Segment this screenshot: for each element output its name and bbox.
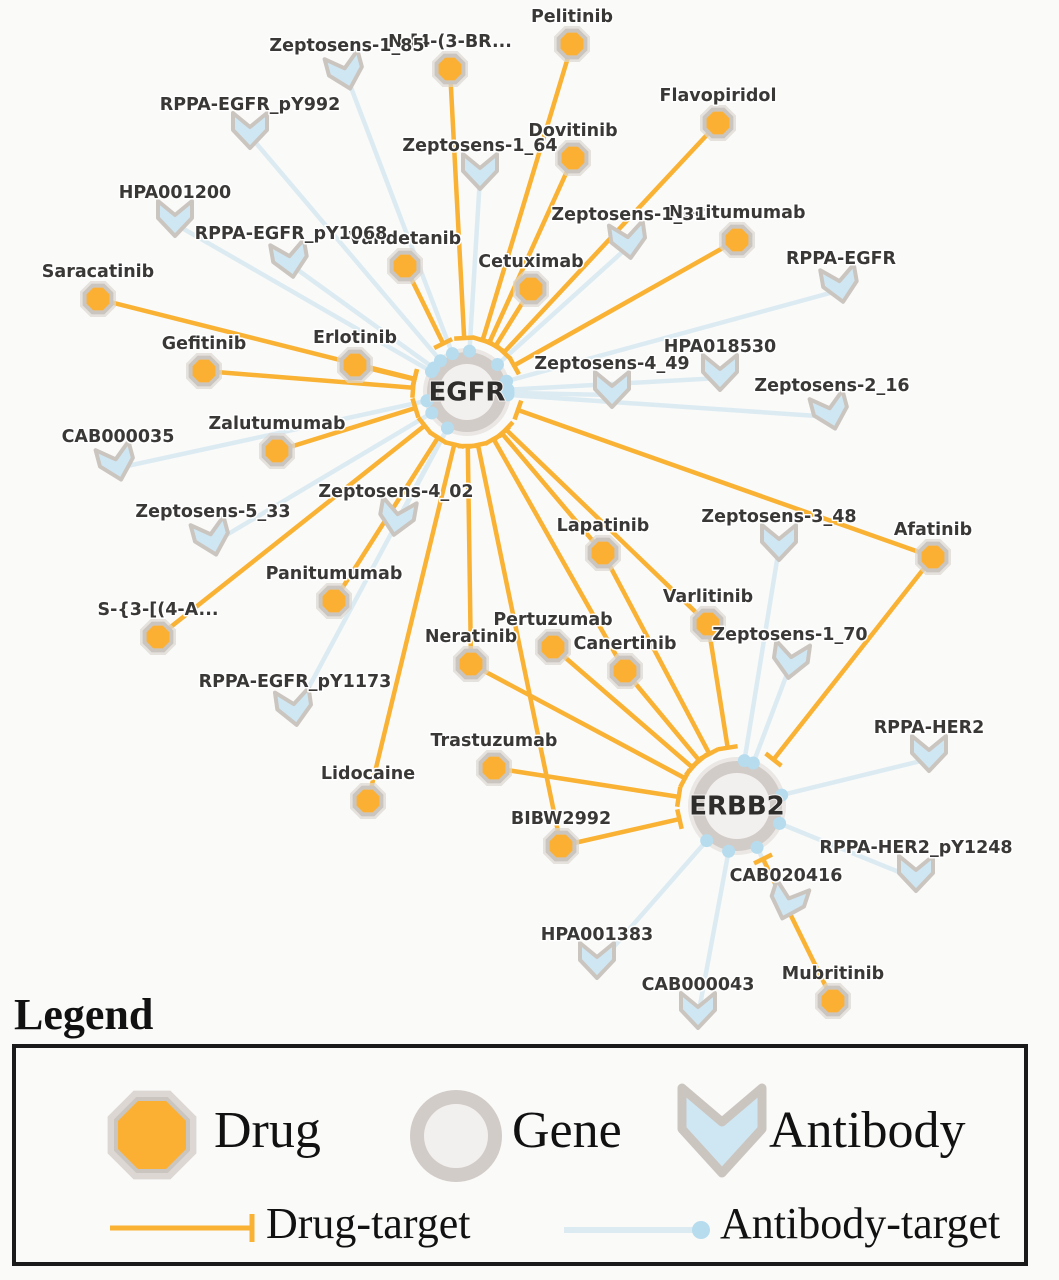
drug-node-necitumumab — [719, 222, 755, 258]
drug-target-tee — [677, 787, 680, 807]
drug-node-canertinib — [607, 653, 643, 689]
antibody-target-dot — [722, 845, 735, 858]
node-label: EGFR — [428, 377, 506, 408]
node-label: Varlitinib — [662, 587, 754, 607]
antibody-node-zeptosens-2-16 — [810, 390, 852, 433]
antibody-node-rppa-her2 — [912, 736, 946, 771]
antibody-node-cab020416 — [766, 880, 809, 924]
node-label: Pelitinib — [530, 7, 614, 27]
antibody-node-rppa-egfr-py1173 — [275, 688, 314, 727]
node-label: Zeptosens-1_64 — [402, 136, 558, 156]
node-label: Zeptosens-4_49 — [534, 354, 690, 374]
antibody-node-rppa-her2-py1248 — [899, 856, 933, 891]
antibody-target-edge — [508, 395, 832, 417]
antibody-node-zeptosens-5-33 — [191, 516, 233, 559]
legend-drug-label: Drug — [214, 1102, 321, 1159]
drug-node-mubritinib — [815, 983, 851, 1019]
node-label: Lidocaine — [320, 764, 416, 784]
antibody-node-hpa001383 — [580, 943, 614, 978]
drug-target-edge — [494, 768, 679, 797]
node-label: RPPA-EGFR_pY1173 — [198, 672, 392, 692]
node-label: Erlotinib — [313, 328, 397, 348]
node-label: Pertuzumab — [493, 610, 613, 630]
node-label: Zalutumumab — [208, 414, 346, 434]
legend-gene-circle-glyph — [408, 1088, 504, 1184]
antibody-target-dot — [427, 362, 440, 375]
node-label: RPPA-EGFR — [785, 249, 897, 269]
legend-drug-target-line-glyph — [104, 1206, 264, 1250]
drug-node-flavopiridol — [700, 105, 736, 141]
node-label: Flavopiridol — [659, 86, 777, 106]
drug-node-s-3-4-a- — [140, 619, 176, 655]
drug-node-trastuzumab — [476, 750, 512, 786]
legend-gene-label: Gene — [512, 1102, 622, 1159]
drug-target-tee — [454, 338, 474, 339]
node-label: Trastuzumab — [430, 731, 558, 751]
legend-antibody-target-label: Antibody-target — [720, 1199, 1001, 1248]
antibody-node-rppa-egfr — [820, 264, 860, 304]
node-label: Zeptosens-1_31 — [551, 205, 707, 225]
node-label: N-[4-(3-BR... — [388, 32, 512, 52]
drug-node-vandetanib — [387, 248, 423, 284]
antibody-node-cab000043 — [681, 993, 715, 1028]
antibody-node-hpa018530 — [703, 355, 737, 390]
drug-node-lidocaine — [350, 783, 386, 819]
drug-node-gefitinib — [186, 353, 222, 389]
node-label: S-{3-[(4-A... — [97, 600, 219, 620]
node-label: Mubritinib — [781, 964, 885, 984]
drug-node-erlotinib — [337, 347, 373, 383]
node-label: CAB000035 — [61, 427, 175, 447]
antibody-target-dot — [491, 358, 504, 371]
drug-node-pelitinib — [554, 26, 590, 62]
antibody-node-zeptosens-3-48 — [762, 525, 796, 560]
node-label: Zeptosens-3_48 — [701, 507, 857, 527]
node-label: Vandetanib — [348, 229, 462, 249]
node-label: Zeptosens-1_70 — [712, 625, 868, 645]
node-label: Zeptosens-5_33 — [135, 502, 291, 522]
antibody-target-edge — [782, 759, 929, 795]
node-label: RPPA-EGFR_pY1068 — [194, 224, 388, 244]
legend-antibody-chevron-glyph — [671, 1078, 773, 1190]
node-label: Dovitinib — [528, 121, 618, 141]
drug-target-tee — [515, 401, 522, 420]
drug-node-pertuzumab — [535, 629, 571, 665]
legend-drug-target-label: Drug-target — [266, 1199, 471, 1248]
node-label: RPPA-HER2 — [873, 718, 985, 738]
antibody-target-dot — [700, 834, 713, 847]
legend-antibody-label: Antibody — [769, 1102, 966, 1159]
node-label: BIBW2992 — [510, 809, 612, 829]
drug-node-bibw2992 — [543, 828, 579, 864]
drug-target-tee — [468, 443, 488, 447]
drug-target-tee — [718, 746, 738, 749]
drug-node-saracatinib — [80, 281, 116, 317]
antibody-node-zeptosens-1-64 — [463, 154, 497, 189]
antibody-node-zeptosens-1-85 — [325, 50, 367, 93]
node-label: RPPA-HER2_pY1248 — [819, 838, 1013, 858]
legend-title: Legend — [14, 990, 154, 1039]
antibody-target-dot — [425, 406, 438, 419]
antibody-node-zeptosens-1-70 — [771, 641, 810, 680]
drug-node-neratinib — [453, 646, 489, 682]
antibody-target-dot — [747, 756, 760, 769]
legend-drug-octagon-glyph — [97, 1080, 207, 1190]
drug-node-cetuximab — [513, 271, 549, 307]
node-label: Neratinib — [424, 627, 518, 647]
node-label: HPA018530 — [663, 337, 777, 357]
antibody-target-dot — [441, 422, 454, 435]
legend-box — [12, 1044, 1028, 1266]
node-label: Canertinib — [573, 634, 677, 654]
antibody-node-zeptosens-1-31 — [609, 221, 648, 260]
node-label: Saracatinib — [41, 262, 155, 282]
node-label: Afatinib — [893, 520, 973, 540]
node-label: Gefitinib — [161, 334, 247, 354]
drug-target-edge — [450, 69, 464, 338]
antibody-target-dot — [463, 345, 476, 358]
drug-node-panitumumab — [316, 583, 352, 619]
node-label: CAB000043 — [641, 975, 755, 995]
antibody-target-dot — [751, 841, 764, 854]
node-label: Panitumumab — [265, 564, 403, 584]
node-label: CAB020416 — [729, 866, 843, 886]
node-label: Necitumumab — [668, 203, 806, 223]
node-label: Zeptosens-4_02 — [318, 482, 474, 502]
node-label: Lapatinib — [556, 516, 650, 536]
node-label: Zeptosens-2_16 — [754, 376, 910, 396]
drug-node-n-4-3-br- — [432, 51, 468, 87]
node-label: HPA001383 — [540, 925, 654, 945]
drug-node-lapatinib — [585, 535, 621, 571]
antibody-node-rppa-egfr-py992 — [233, 113, 267, 148]
antibody-node-cab000035 — [96, 441, 138, 484]
node-label: ERBB2 — [689, 791, 785, 822]
node-label: RPPA-EGFR_pY992 — [159, 95, 341, 115]
drug-target-tee — [412, 370, 417, 389]
node-label: Zeptosens-1_85 — [269, 36, 425, 56]
legend-antibody-target-line-glyph — [558, 1208, 718, 1252]
node-label: Cetuximab — [478, 252, 584, 272]
drug-node-zalutumumab — [259, 433, 295, 469]
drug-node-dovitinib — [555, 140, 591, 176]
node-label: HPA001200 — [118, 183, 232, 203]
drug-target-tee — [677, 809, 681, 829]
drug-node-afatinib — [915, 539, 951, 575]
antibody-target-dot — [446, 347, 459, 360]
